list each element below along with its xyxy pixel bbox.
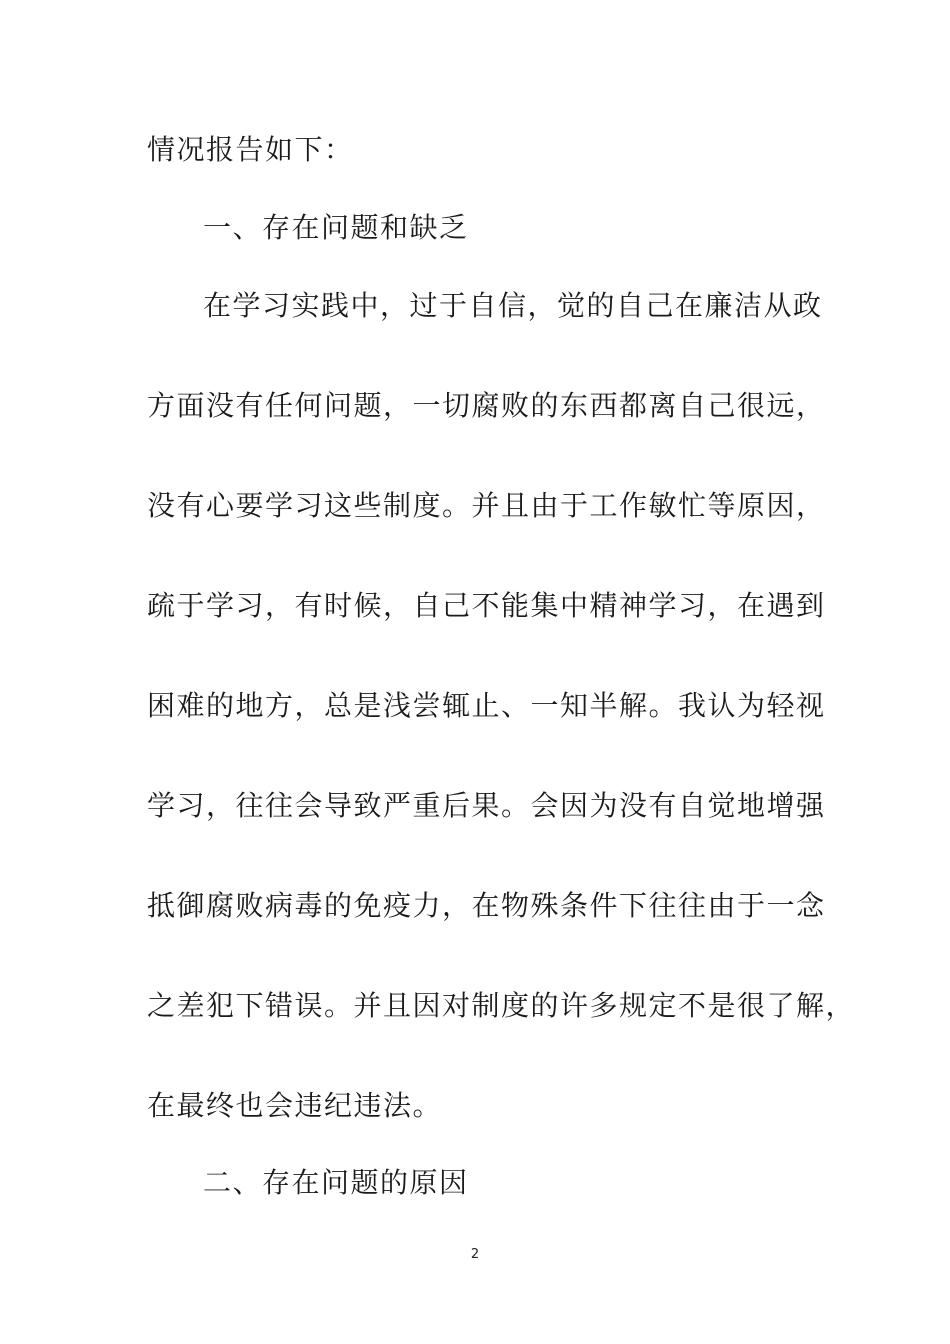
paragraph-line: 在学习实践中，过于自信，觉的自己在廉洁从政 [203, 289, 823, 322]
paragraph-line: 学习，往往会导致严重后果。会因为没有自觉地增强 [147, 789, 826, 822]
paragraph-line: 之差犯下错误。并且因对制度的许多规定不是很了解， [147, 989, 856, 1022]
paragraph-line: 方面没有任何问题，一切腐败的东西都离自己很远， [147, 389, 826, 422]
page-number: 2 [470, 1247, 480, 1262]
section-heading-2: 二、存在问题的原因 [203, 1166, 469, 1199]
paragraph-line: 困难的地方，总是浅尝辄止、一知半解。我认为轻视 [147, 689, 826, 722]
section-heading-1: 一、存在问题和缺乏 [203, 211, 469, 244]
paragraph-line: 抵御腐败病毒的免疫力，在物殊条件下往往由于一念 [147, 889, 826, 922]
paragraph-line: 没有心要学习这些制度。并且由于工作敏忙等原因， [147, 489, 826, 522]
paragraph-line: 情况报告如下： [147, 133, 354, 166]
paragraph-line: 疏于学习，有时候，自己不能集中精神学习，在遇到 [147, 589, 826, 622]
paragraph-line: 在最终也会违纪违法。 [147, 1089, 443, 1122]
